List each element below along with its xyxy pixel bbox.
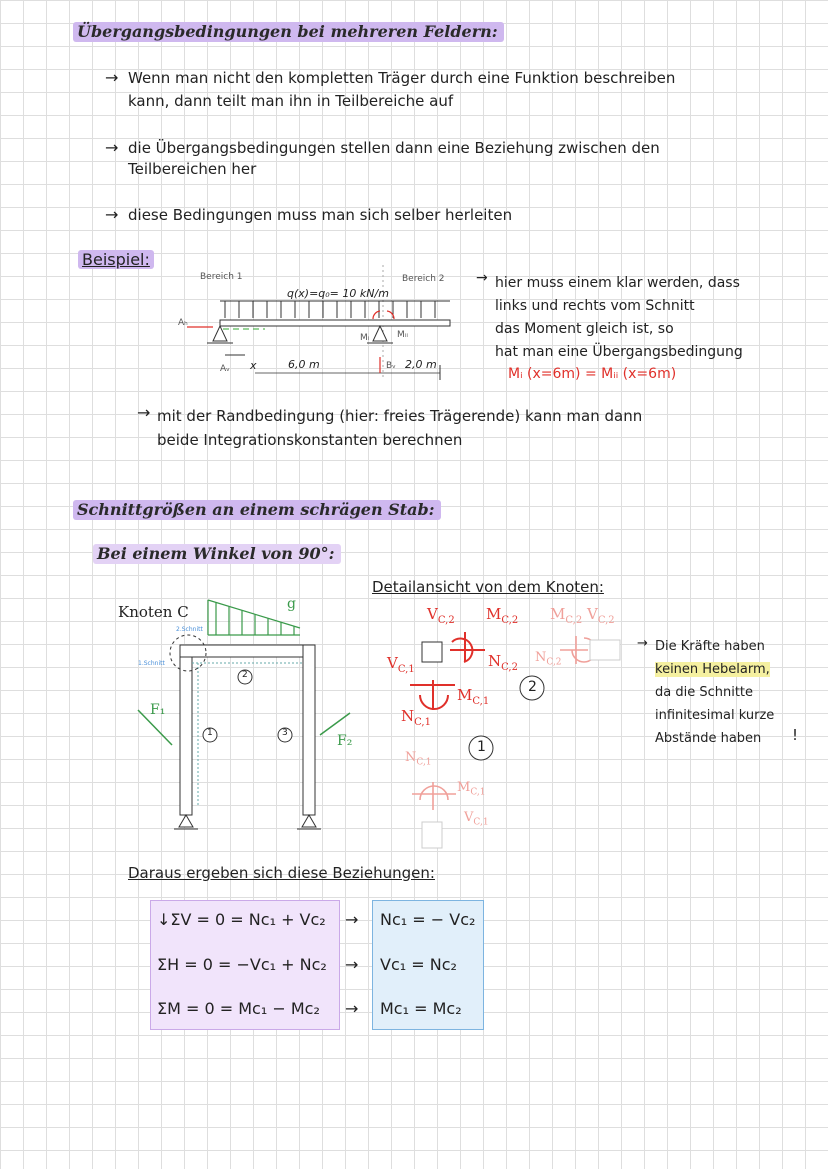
eq-left-1: ↓ΣV = 0 = Nc₁ + Vc₂ xyxy=(157,910,326,929)
eq-arrow-3: → xyxy=(345,999,359,1018)
note-line-1: hier muss einem klar werden, dass xyxy=(495,275,740,291)
frame-right-column xyxy=(303,645,315,815)
nc2-label: $N_{C,2}$ xyxy=(488,652,518,673)
support-left xyxy=(179,815,193,827)
bullet-arrow-2: → xyxy=(105,138,119,157)
distributed-load xyxy=(220,301,450,318)
side-note-2: keinen Hebelarm, xyxy=(655,662,770,677)
bullet-arrow-3: → xyxy=(105,205,119,224)
vc1-label: $V_{C,1}$ xyxy=(387,654,415,675)
node-piece-2 xyxy=(590,640,620,660)
mc1-faded-label: $M_{C,1}$ xyxy=(457,780,486,798)
frame-diagram xyxy=(110,595,370,845)
eq-left-3: ΣM = 0 = Mc₁ − Mc₂ xyxy=(157,999,320,1018)
circle-2-label: 2 xyxy=(242,670,248,680)
rand-arrow: → xyxy=(137,403,151,422)
detail-circle-1-label: 1 xyxy=(477,739,486,755)
vc1-faded-label: $V_{C,1}$ xyxy=(464,810,489,828)
detail-circle-2-label: 2 xyxy=(528,679,537,695)
len-2: 2,0 m xyxy=(405,358,437,371)
x-label: x xyxy=(250,359,257,372)
nc2-faded-label: $N_{C,2}$ xyxy=(535,650,562,668)
load-label: q(x)=q₀= 10 kN/m xyxy=(287,287,389,300)
bullet-1-line-1: Wenn man nicht den kompletten Träger durch eine Funktion beschreiben xyxy=(128,69,676,87)
bullet-2-line-2: Teilbereichen her xyxy=(128,160,257,178)
note-line-3: das Moment gleich ist, so xyxy=(495,321,674,337)
support-b xyxy=(373,326,387,341)
circle-3-label: 3 xyxy=(282,728,288,738)
section2-heading: Schnittgrößen an einem schrägen Stab: xyxy=(73,500,441,520)
mc2-label: $M_{C,2}$ xyxy=(486,605,519,626)
side-note-3: da die Schnitte xyxy=(655,685,754,700)
eq-arrow-1: → xyxy=(345,910,359,929)
eq-right-2: Vc₁ = Nc₂ xyxy=(380,955,457,974)
bullet-2-line-1: die Übergangsbedingungen stellen dann eine Beziehung zwischen den xyxy=(128,139,660,157)
side-arrow: → xyxy=(637,636,648,651)
beam xyxy=(220,320,450,326)
node-piece-1 xyxy=(422,642,442,662)
g-label: g xyxy=(287,596,296,612)
mc1-label: $M_{C,1}$ xyxy=(457,686,490,707)
eq-arrow-2: → xyxy=(345,955,359,974)
av-label: Aᵥ xyxy=(220,364,230,374)
side-note-4: infinitesimal kurze xyxy=(655,708,775,723)
bullet-3-line-1: diese Bedingungen muss man sich selber herleiten xyxy=(128,206,513,224)
bullet-arrow-1: → xyxy=(105,68,119,87)
rand-line-1: mit der Randbedingung (hier: freies Trägerende) kann man dann xyxy=(157,407,643,425)
bullet-1-line-2: kann, dann teilt man ihn in Teilbereiche auf xyxy=(128,92,454,110)
side-note-mark: ! xyxy=(792,726,799,744)
support-a xyxy=(213,326,227,341)
eq-right-1: Nc₁ = − Vc₂ xyxy=(380,910,476,929)
side-note-1: Die Kräfte haben xyxy=(655,639,765,654)
f1-label: F₁ xyxy=(150,702,166,718)
nc1-label: $N_{C,1}$ xyxy=(401,707,431,728)
knoten-label: Knoten C xyxy=(118,603,189,621)
circle-1-label: 1 xyxy=(207,728,213,738)
support-right xyxy=(302,815,316,827)
relations-title: Daraus ergeben sich diese Beziehungen: xyxy=(128,864,435,882)
schnitt1-label: 1.Schnitt xyxy=(138,660,165,667)
section1-heading: Übergangsbedingungen bei mehreren Feldern: xyxy=(73,22,504,42)
node-piece-3 xyxy=(422,822,442,848)
note-line-4: hat man eine Übergangsbedingung xyxy=(495,344,743,360)
schnitt2-label: 2.Schnitt xyxy=(176,626,203,633)
bv-label: Bᵥ xyxy=(386,361,396,371)
bereich-1: Bereich 1 xyxy=(200,272,243,282)
bereich-2: Bereich 2 xyxy=(402,274,445,284)
beispiel-label: Beispiel: xyxy=(78,250,154,269)
nc1-faded-label: $N_{C,1}$ xyxy=(405,750,432,768)
section2-subheading: Bei einem Winkel von 90°: xyxy=(93,544,341,564)
len-1: 6,0 m xyxy=(288,358,320,371)
m1-label: Mᵢ xyxy=(360,333,370,343)
vc2-label: $V_{C,2}$ xyxy=(427,605,455,626)
note-line-2: links und rechts vom Schnitt xyxy=(495,298,695,314)
frame-beam xyxy=(180,645,315,657)
f2-arrow xyxy=(320,713,350,735)
eq-right-3: Mc₁ = Mc₂ xyxy=(380,999,462,1018)
note-formula: Mᵢ (x=6m) = Mᵢᵢ (x=6m) xyxy=(508,366,677,382)
f2-label: F₂ xyxy=(337,733,353,749)
note-arrow: → xyxy=(476,270,488,286)
detail-title: Detailansicht von dem Knoten: xyxy=(372,578,604,596)
mc2-faded-label: $M_{C,2}$ $V_{C,2}$ xyxy=(550,605,615,626)
side-note-5: Abstände haben xyxy=(655,731,762,746)
ah-label: Aₕ xyxy=(178,318,188,328)
rand-line-2: beide Integrationskonstanten berechnen xyxy=(157,431,463,449)
m2-label: Mᵢᵢ xyxy=(397,330,408,340)
eq-left-2: ΣH = 0 = −Vc₁ + Nc₂ xyxy=(157,955,327,974)
